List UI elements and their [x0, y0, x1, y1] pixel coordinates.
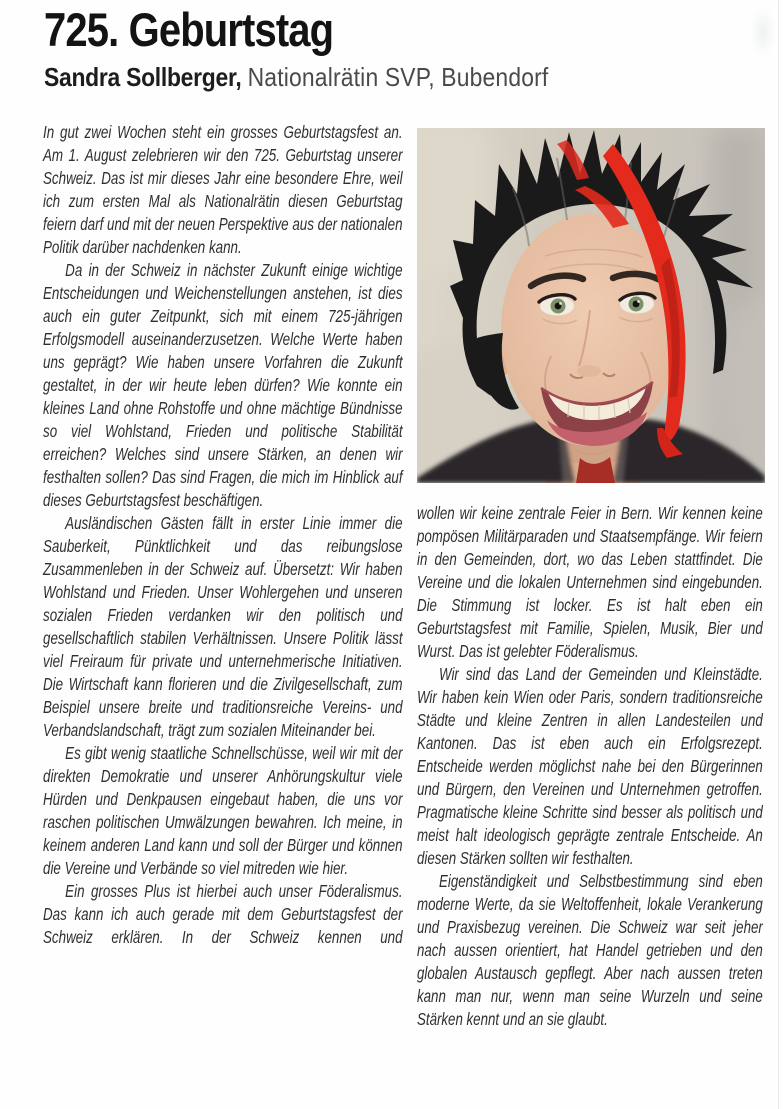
article-title: 725. Geburtstag [44, 3, 334, 56]
article-paragraph: wollen wir keine zentrale Feier in Bern. Wir kennen keine pompösen Militärparaden und Staatsempfänge. Wir feiern in den Gemeinden, dort, wo das Leben stattfindet. Die Vereine und die lokalen Unternehmen sind eingebunden. Die Stimmung ist locker. Es ist halt eben ein Geburtstagsfest mit Familie, Spielen, Musik, Bier und Wurst. Das ist gelebter Föderalismus. [417, 503, 763, 661]
author-role: Nationalrätin SVP, Bubendorf [247, 62, 549, 92]
author-name: Sandra Sollberger, [44, 62, 242, 92]
article-paragraph: Wir sind das Land der Gemeinden und Kleinstädte. Wir haben kein Wien oder Paris, sondern traditionsreiche Städte und kleine Zentren in allen Landesteilen und Kantonen. Das ist eben auch ein Erfolgsrezept. Entscheide werden möglichst nahe bei den Bürgerinnen und Bürgern, den Vereinen und Unternehmen getroffen. Pragmatische kleine Schritte sind besser als politisch und meist halt ideologisch geprägte zentrale Entscheide. An diesen Stärken sollten wir festhalten. [417, 664, 763, 868]
article-paragraph: Eigenständigkeit und Selbstbestimmung sind eben moderne Werte, da sie Weltoffenheit, lokale Verankerung und Praxisbezug vereinen. Die Schweiz war seit jeher nach aussen orientiert, hat Handel getrieben und den globalen Austausch gepflegt. Aber nach aussen treten kann man nur, wenn man seine Wurzeln und seine Stärken kennt und an sie glaubt. [417, 871, 763, 1029]
scan-artifact [750, 6, 776, 58]
page-edge-line [778, 0, 779, 1109]
article-paragraph: Es gibt wenig staatliche Schnellschüsse, weil wir mit der direkten Demokratie und unserer Anhörungskultur viele Hürden und Denkpausen eingebaut haben, die uns vor raschen politischen Umwälzungen bewahren. Ich meine, in keinem anderen Land kann und soll der Bürger und können die Vereine und Verbände so viel mitreden wie hier. [43, 743, 403, 878]
left-column [43, 121, 403, 949]
article-paragraph: Da in der Schweiz in nächster Zukunft einige wichtige Entscheidungen und Weichenstellungen anstehen, ist dies auch ein guter Zeitpunkt, sich mit einem 725-jährigen Erfolgsmodell auseinanderzusetzen. Welche Werte haben uns geprägt? Wie haben unsere Vorfahren die Zukunft gestaltet, in der wir heute leben dürfen? Wie konnte ein kleines Land ohne Rohstoffe und ohne mächtige Bündnisse so viel Wohlstand, Frieden und politische Stabilität erreichen? Welches sind unsere Stärken, an denen wir festhalten sollen? Das sind Fragen, die mich im Hinblick auf dieses Geburtstagsfest beschäftigen. [43, 260, 403, 510]
portrait-photo [417, 128, 765, 483]
article-paragraph: Ausländischen Gästen fällt in erster Linie immer die Sauberkeit, Pünktlichkeit und das reibungslose Zusammenleben in der Schweiz auf. Übersetzt: Wir haben Wohlstand und Frieden. Unser Wohlergehen und unseren sozialen Frieden verdanken wir den politisch und gesellschaftlich stabilen Verhältnissen. Unsere Politik lässt viel Freiraum für private und unternehmerische Initiativen. Die Wirtschaft kann florieren und die Zivilgesellschaft, zum Beispiel unsere breite und traditionsreiche Vereins- und Verbandslandschaft, trägt zum sozialen Miteinander bei. [43, 513, 403, 740]
portrait-illustration [417, 128, 765, 483]
article-paragraph: In gut zwei Wochen steht ein grosses Geburtstagsfest an. Am 1. August zelebrieren wir den 725. Geburtstag unserer Schweiz. Das ist mir dieses Jahr eine besondere Ehre, weil ich zum ersten Mal als Nationalrätin diesen Geburtstag feiern darf und mit der neuen Perspektive aus der nationalen Politik darüber nachdenken kann. [43, 122, 403, 257]
article-paragraph: Ein grosses Plus ist hierbei auch unser Föderalismus. Das kann ich auch gerade mit dem Geburtstagsfest der Schweiz erklären. In der Schweiz kennen und [43, 881, 403, 947]
byline [44, 62, 548, 93]
right-column [417, 502, 763, 1031]
